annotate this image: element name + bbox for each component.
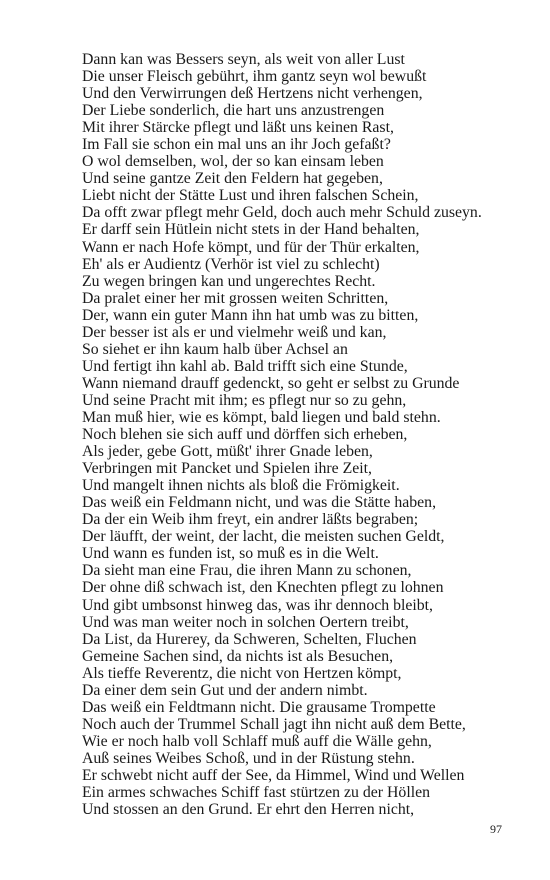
poem-line: Und seine Pracht mit ihm; es pflegt nur so zu gehn, — [82, 391, 407, 409]
poem-line: Er schwebt nicht auff der See, da Himmel, Wind und Wellen — [82, 766, 465, 784]
poem-line: O wol demselben, wol, der so kan einsam leben — [82, 153, 384, 171]
poem-line: Eh' als er Audientz (Verhör ist viel zu schlecht) — [82, 255, 380, 273]
poem-line: Wann er nach Hofe kömpt, und für der Thür erkalten, — [82, 238, 420, 256]
poem-line: Ein armes schwaches Schiff fast stürtzen zu der Höllen — [82, 784, 431, 802]
poem-line: Liebt nicht der Stätte Lust und ihren falschen Schein, — [82, 187, 419, 205]
poem-line: Und stossen an den Grund. Er ehrt den Herren nicht, — [82, 801, 415, 819]
poem-line: Auß seines Weibes Schoß, und in der Rüstung stehn. — [82, 749, 415, 767]
poem-text — [82, 51, 522, 818]
poem-line: Und mangelt ihnen nichts als bloß die Frömigkeit. — [82, 477, 400, 495]
poem-line: Als jeder, gebe Gott, müßt' ihrer Gnade leben, — [82, 443, 373, 461]
poem-line: Der läufft, der weint, der lacht, die meisten suchen Geldt, — [82, 528, 445, 546]
page-number: 97 — [490, 822, 502, 836]
poem-line: Die unser Fleisch gebührt, ihm gantz seyn wol bewußt — [82, 68, 427, 86]
poem-line: Das weiß ein Feldmann nicht, und was die Stätte haben, — [82, 494, 437, 512]
poem-line: Da pralet einer her mit grossen weiten Schritten, — [82, 289, 389, 307]
poem-line: Der ohne diß schwach ist, den Knechten pflegt zu lohnen — [82, 579, 444, 597]
poem-line: Da offt zwar pflegt mehr Geld, doch auch mehr Schuld zuseyn. — [82, 204, 482, 222]
poem-line: Und wann es funden ist, so muß es in die Welt. — [82, 545, 379, 563]
poem-line: Noch blehen sie sich auff und dörffen sich erheben, — [82, 426, 408, 444]
poem-line: Da sieht man eine Frau, die ihren Mann zu schonen, — [82, 562, 412, 580]
poem-line: Und was man weiter noch in solchen Oertern treibt, — [82, 613, 409, 631]
poem-line: Er darff sein Hütlein nicht stets in der Hand behalten, — [82, 221, 420, 239]
poem-line: Und fertigt ihn kahl ab. Bald trifft sich eine Stunde, — [82, 357, 408, 375]
poem-line: Und seine gantze Zeit den Feldern hat gegeben, — [82, 170, 383, 188]
poem-line: Wie er noch halb voll Schlaff muß auff die Wälle gehn, — [82, 732, 432, 750]
poem-line: Da List, da Hurerey, da Schweren, Schelten, Fluchen — [82, 630, 417, 648]
poem-line: Und gibt umbsonst hinweg das, was ihr dennoch bleibt, — [82, 596, 434, 614]
poem-line: Dann kan was Bessers seyn, als weit von aller Lust — [82, 51, 405, 68]
poem-line: Verbringen mit Pancket und Spielen ihre Zeit, — [82, 460, 372, 478]
poem-line: Als tieffe Reverentz, die nicht von Hertzen kömpt, — [82, 664, 402, 682]
poem-line: Das weiß ein Feldtmann nicht. Die grausame Trompette — [82, 698, 436, 716]
poem-line: So siehet er ihn kaum halb über Achsel an — [82, 340, 348, 358]
poem-line: Gemeine Sachen sind, da nichts ist als Besuchen, — [82, 647, 394, 665]
poem-line: Wann niemand drauff gedenckt, so geht er selbst zu Grunde — [82, 374, 460, 392]
poem-line: Mit ihrer Stärcke pflegt und läßt uns keinen Rast, — [82, 119, 394, 137]
poem-line: Zu wegen bringen kan und ungerechtes Recht. — [82, 272, 376, 290]
poem-line: Der besser ist als er und vielmehr weiß und kan, — [82, 323, 387, 341]
poem-line: Der, wann ein guter Mann ihn hat umb was zu bitten, — [82, 306, 419, 324]
poem-line: Da einer dem sein Gut und der andern nimbt. — [82, 681, 368, 699]
poem-line: Man muß hier, wie es kömpt, bald liegen und bald stehn. — [82, 408, 441, 426]
poem-line: Im Fall sie schon ein mal uns an ihr Joch gefaßt? — [82, 136, 391, 154]
poem-line: Da der ein Weib ihm freyt, ein andrer läßts begraben; — [82, 511, 419, 529]
poem-line: Und den Verwirrungen deß Hertzens nicht verhengen, — [82, 85, 423, 103]
poem-line: Noch auch der Trummel Schall jagt ihn nicht auß dem Bette, — [82, 715, 466, 733]
poem-line: Der Liebe sonderlich, die hart uns anzustrengen — [82, 102, 385, 120]
